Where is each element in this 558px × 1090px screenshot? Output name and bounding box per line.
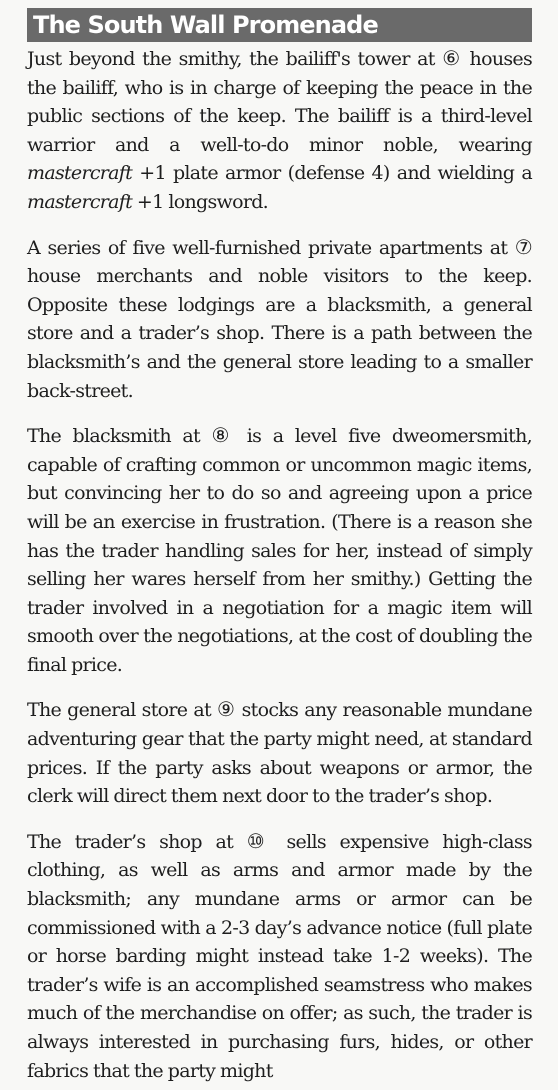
text-run: The general store at xyxy=(27,699,218,722)
italic-term: mastercraft xyxy=(27,162,133,185)
paragraph-general-store xyxy=(27,695,532,810)
text-run: house merchants and noble visitors to the keep. Opposite these lodgings are a blacksmith, a general store and a trader’s shop. There is a path between the blacksmith’s and the general store leading to a smaller back-street. xyxy=(27,265,532,402)
text-run: +1 longsword. xyxy=(132,190,269,213)
italic-term: mastercraft xyxy=(27,190,133,213)
paragraph-bailiff-tower xyxy=(27,44,532,217)
text-run: +1 plate armor (defense 4) and wielding a xyxy=(132,162,532,185)
map-marker-10: ⑩ xyxy=(246,828,273,853)
section-heading-bar xyxy=(27,8,532,42)
text-run: is a level five dweomersmith, capable of crafting common or uncommon magic items, but convincing her to do so and agreeing upon a price will be an exercise in frustration. (There is a reason she has the trader handling sales for her, instead of simply selling her wares herself from her smithy.) Getting the trader involved in a negotiation for a magic item will smooth over the negotiations, at the cost of doubling the final price. xyxy=(27,425,532,676)
text-run: Just beyond the smithy, the bailiff's tower at xyxy=(27,48,443,70)
text-run: The blacksmith at xyxy=(27,425,212,448)
map-marker-6: ⑥ xyxy=(442,46,463,70)
text-run: The trader’s shop at xyxy=(27,830,247,853)
text-run: houses the bailiff, who is in charge of keeping the peace in the public sections of the keep. The bailiff is a third-level warrior and a well-to-do minor noble, wearing xyxy=(27,48,532,156)
text-run: stocks any reasonable mundane adventuring gear that the party might need, at standard prices. If the party asks about weapons or armor, the clerk will direct them next door to the trader’s shop. xyxy=(27,699,532,808)
paragraph-private-apartments xyxy=(27,233,532,406)
text-run: sells expensive high-class clothing, as well as arms and armor made by the blacksmith; any mundane arms or armor can be commissioned with a 2-3 day’s advance notice (full plate or horse barding might instead take 1-2 weeks). The trader’s wife is an accomplished seamstress who makes much of the merchandise on offer; as such, the trader is always interested in purchasing furs, hides, or other fabrics that the party might xyxy=(27,830,532,1082)
paragraph-blacksmith xyxy=(27,421,532,679)
paragraph-trader-shop xyxy=(27,827,532,1085)
section-title: The South Wall Promenade xyxy=(33,11,378,39)
document-page xyxy=(27,8,532,1085)
map-marker-9: ⑨ xyxy=(217,697,236,722)
map-marker-8: ⑧ xyxy=(211,423,236,448)
text-run: A series of five well-furnished private apartments at xyxy=(27,236,515,259)
map-marker-7: ⑦ xyxy=(514,234,532,259)
